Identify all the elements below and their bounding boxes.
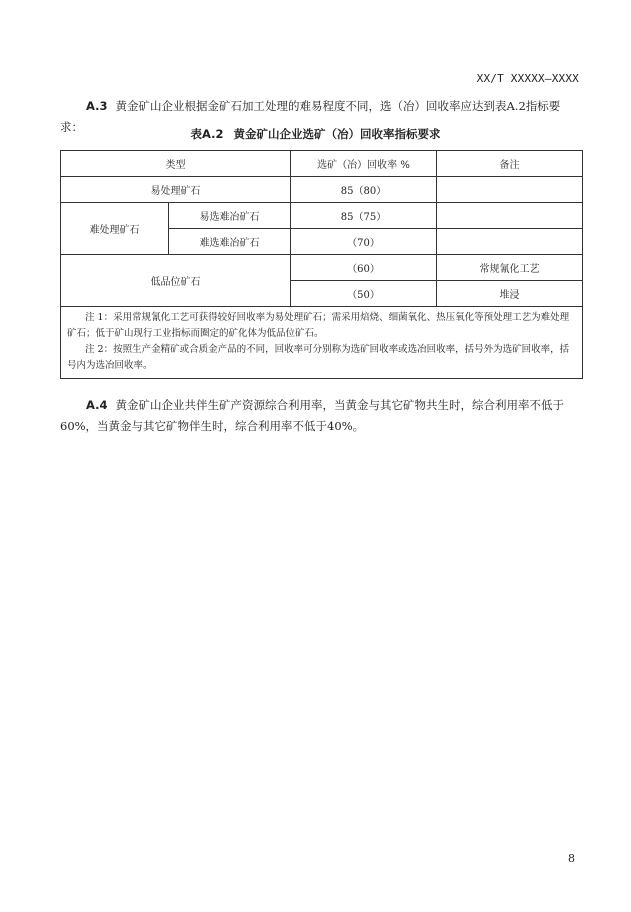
standard-code: XX/T XXXXX—XXXX: [476, 72, 579, 85]
table-note-2: 注 2：按照生产金精矿或合质金产品的不同，回收率可分别称为选矿回收率或选冶回收率，括号外为选矿回收率，括号内为选冶回收率。: [67, 344, 570, 371]
section-a3-text: 黄金矿山企业根据金矿石加工处理的难易程度不同，选（冶）回收率应达到表A.2指标要求：: [60, 99, 561, 134]
table-row: [61, 203, 583, 229]
page-number: 8: [568, 852, 575, 865]
header-remark: 备注: [437, 151, 583, 177]
cell-recovery-low-2: （50）: [291, 281, 437, 307]
cell-type-easy: 易处理矿石: [61, 177, 291, 203]
table-title-text: 黄金矿山企业选矿（冶）回收率指标要求: [233, 127, 441, 141]
table-note-1: 注 1：采用常规氰化工艺可获得较好回收率为易处理矿石；需采用焙烧、细菌氧化、热压氧化等预处理工艺为难处理矿石；低于矿山现行工业指标而圈定的矿化体为低品位矿石。: [67, 312, 570, 339]
table-title: [0, 126, 631, 142]
cell-remark-easy: [437, 177, 583, 203]
cell-remark-hard-2: [437, 229, 583, 255]
cell-recovery-easy: 85（80）: [291, 177, 437, 203]
cell-recovery-hard-2: （70）: [291, 229, 437, 255]
table-header-row: [61, 151, 583, 177]
section-a4: [60, 395, 582, 437]
cell-recovery-low-1: （60）: [291, 255, 437, 281]
table-notes-row: [61, 307, 583, 379]
cell-recovery-hard-1: 85（75）: [291, 203, 437, 229]
cell-subtype-hard-1: 易选难冶矿石: [169, 203, 291, 229]
cell-remark-hard-1: [437, 203, 583, 229]
table-row: [61, 177, 583, 203]
header-recovery: 选矿（冶）回收率 %: [291, 151, 437, 177]
cell-type-low: 低品位矿石: [61, 255, 291, 307]
table-row: [61, 255, 583, 281]
cell-subtype-hard-2: 难选难冶矿石: [169, 229, 291, 255]
cell-type-hard: 难处理矿石: [61, 203, 169, 255]
cell-remark-low-1: 常规氰化工艺: [437, 255, 583, 281]
header-type: 类型: [61, 151, 291, 177]
cell-remark-low-2: 堆浸: [437, 281, 583, 307]
table-number: 表A.2: [190, 127, 224, 141]
table-notes: [61, 307, 583, 379]
recovery-table: [60, 150, 583, 379]
section-a4-number: A.4: [86, 398, 108, 412]
section-a4-text: 黄金矿山企业共伴生矿产资源综合利用率，当黄金与其它矿物共生时，综合利用率不低于60%，当黄金与其它矿物伴生时，综合利用率不低于40%。: [60, 398, 564, 433]
section-a3-number: A.3: [86, 99, 108, 113]
